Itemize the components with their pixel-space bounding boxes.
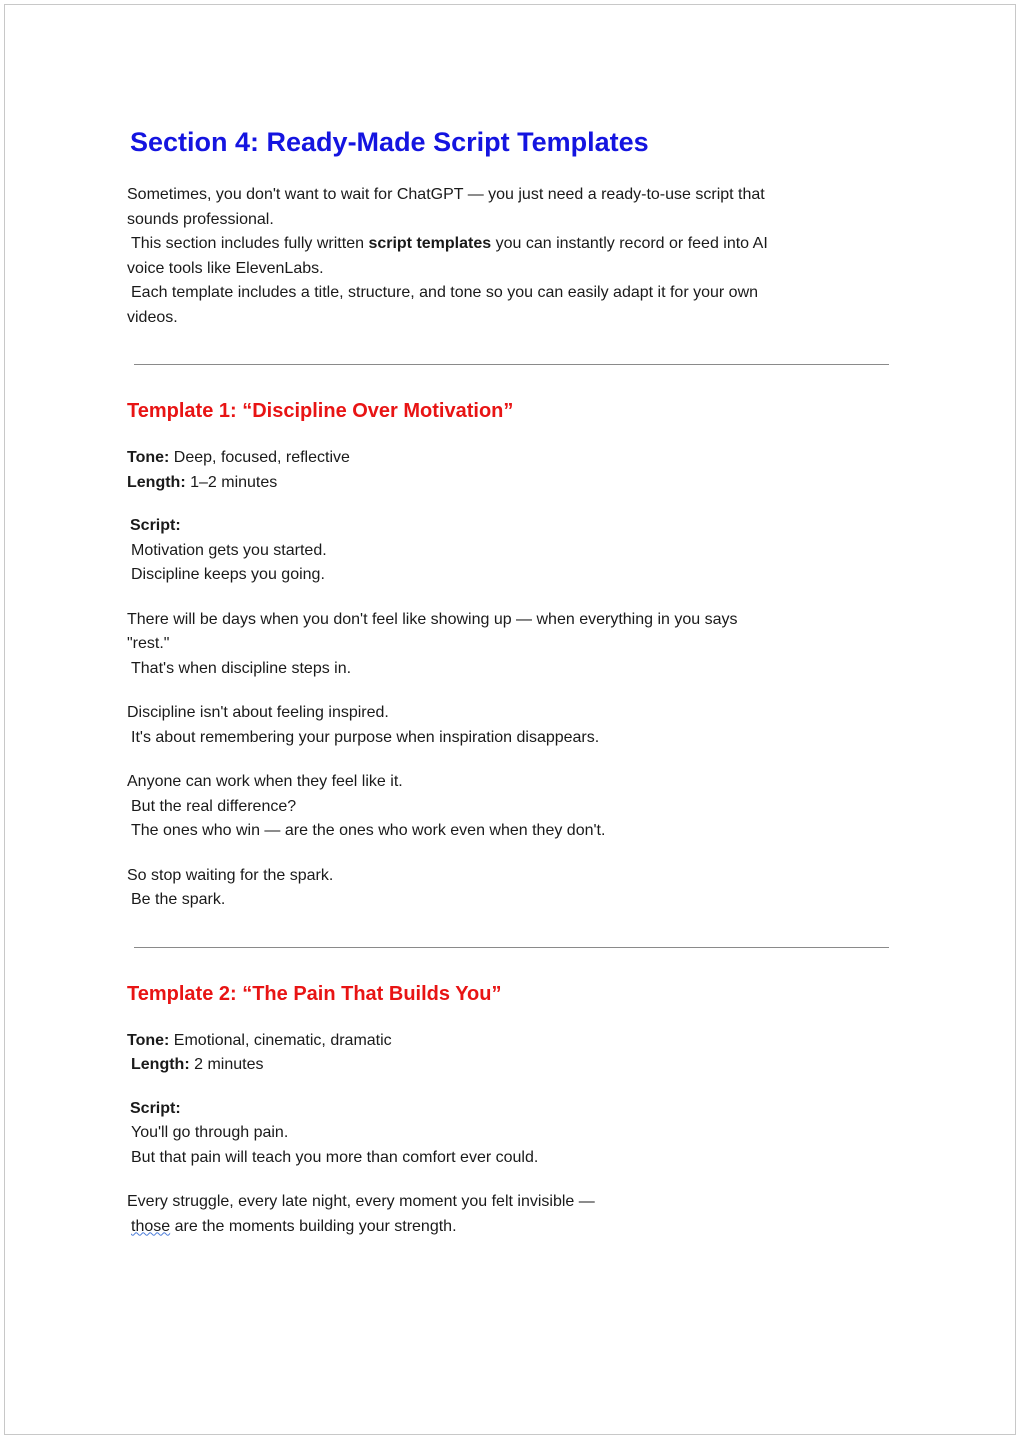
script-line: Discipline isn't about feeling inspired. [127, 704, 389, 721]
script-text: are the moments building your strength. [170, 1217, 457, 1235]
length-value: 1–2 minutes [185, 473, 278, 491]
section-title: Section 4: Ready-Made Script Templates [130, 127, 649, 157]
script-label: Script: [130, 1099, 181, 1117]
template-meta [127, 446, 897, 495]
tone-label: Tone: [127, 449, 170, 466]
tone-line [127, 446, 897, 471]
template-title: Template 2: “The Pain That Builds You” [127, 982, 502, 1005]
tone-label: Tone: [127, 1031, 170, 1049]
intro-line: Sometimes, you don't want to wait for ChatGPT — you just need a ready-to-use script that [127, 186, 765, 203]
template-1 [127, 398, 897, 913]
script-paragraph [127, 770, 897, 844]
intro-line: videos. [127, 308, 178, 326]
template-2 [127, 981, 897, 1240]
intro-line: Each template includes a title, structure, and tone so you can easily adapt it for your own [131, 284, 759, 301]
intro-text: This section includes fully written [131, 235, 369, 252]
length-value: 2 minutes [189, 1056, 264, 1073]
intro-line: sounds professional. [127, 210, 274, 228]
script-label: Script: [130, 517, 181, 534]
script-line [127, 1215, 897, 1240]
document-page [4, 4, 1016, 1435]
length-line [127, 1053, 897, 1078]
script-line: Anyone can work when they feel like it. [127, 773, 403, 790]
script-line: But that pain will teach you more than comfort ever could. [131, 1148, 539, 1166]
script-line: Discipline keeps you going. [131, 566, 325, 583]
script-line: That's when discipline steps in. [131, 659, 352, 677]
intro-line [127, 232, 897, 257]
script-paragraph [127, 864, 897, 913]
template-meta [127, 1029, 897, 1078]
tone-value: Emotional, cinematic, dramatic [169, 1031, 392, 1049]
template-title: Template 1: “Discipline Over Motivation” [127, 400, 514, 422]
intro-text: you can instantly record or feed into AI [491, 235, 768, 252]
script-paragraph [127, 701, 897, 750]
script-paragraph [127, 1190, 897, 1239]
document-body [127, 125, 897, 1239]
script-line: The ones who win — are the ones who work even when they don't. [131, 822, 606, 839]
tone-value: Deep, focused, reflective [169, 449, 350, 466]
length-label: Length: [131, 1056, 190, 1073]
script-line: But the real difference? [131, 797, 297, 815]
length-line [127, 471, 897, 496]
length-label: Length: [127, 473, 186, 491]
intro-line: voice tools like ElevenLabs. [127, 259, 324, 277]
intro-bold-text: script templates [368, 235, 492, 252]
tone-line [127, 1029, 897, 1054]
script-line: Motivation gets you started. [131, 541, 327, 559]
intro-paragraph [127, 183, 897, 330]
spellcheck-word[interactable]: those [131, 1217, 171, 1235]
script-block [127, 1097, 897, 1171]
script-paragraph [127, 608, 897, 682]
script-block [127, 514, 897, 588]
script-line: Every struggle, every late night, every moment you felt invisible — [127, 1193, 595, 1210]
script-line: You'll go through pain. [131, 1124, 289, 1141]
script-line: So stop waiting for the spark. [127, 866, 334, 884]
script-line: Be the spark. [131, 891, 226, 908]
script-line: It's about remembering your purpose when inspiration disappears. [131, 728, 600, 746]
script-line: "rest." [127, 635, 170, 652]
script-line: There will be days when you don't feel like showing up — when everything in you says [127, 610, 738, 628]
horizontal-divider [134, 364, 889, 365]
horizontal-divider [134, 947, 889, 948]
